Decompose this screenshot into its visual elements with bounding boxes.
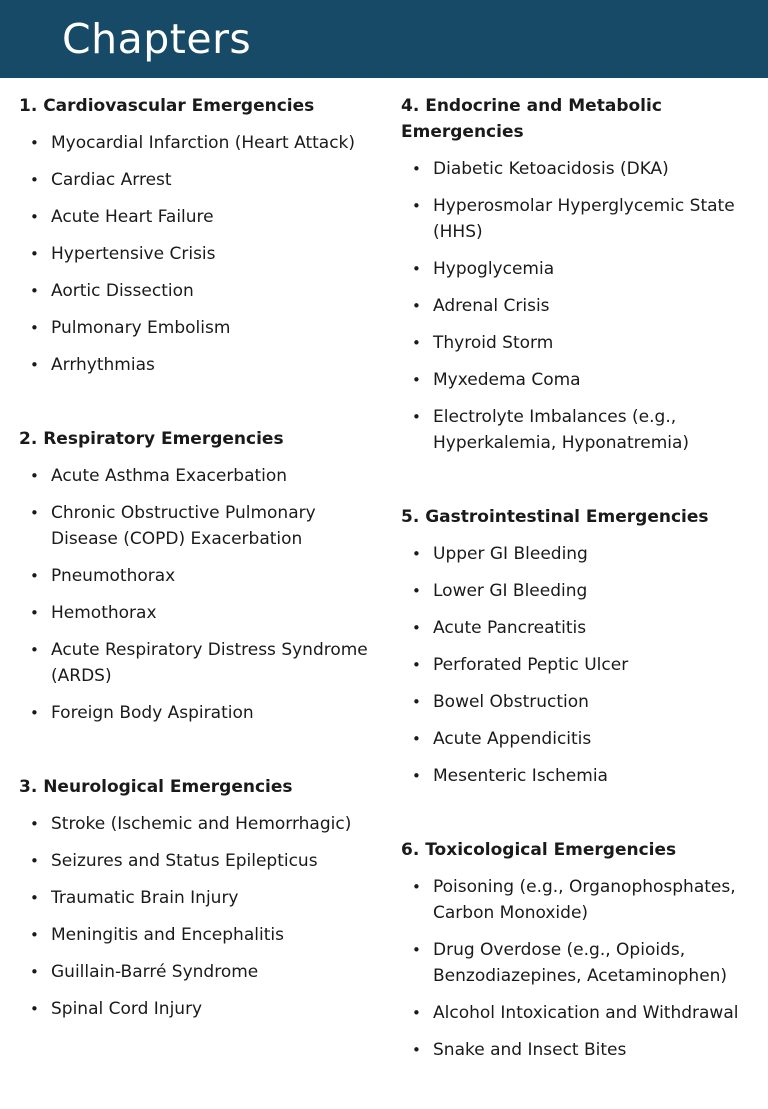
header-banner [0,0,768,78]
list-item: • Snake and Insect Bites [401,1037,761,1063]
chapter-heading: 4. Endocrine and Metabolic Emergencies [401,96,662,142]
list-item: • Drug Overdose (e.g., Opioids, Benzodiazepines, Acetaminophen) [401,937,761,989]
chapter-heading: 2. Respiratory Emergencies [19,429,284,449]
list-item: • Spinal Cord Injury [19,996,379,1022]
list-item: • Poisoning (e.g., Organophosphates, Carbon Monoxide) [401,874,761,926]
chapter-4 [401,93,761,456]
list-item: • Pneumothorax [19,563,379,589]
topic-list [401,541,761,789]
chapter-5 [401,504,761,789]
list-item: • Acute Asthma Exacerbation [19,463,379,489]
chapter-heading: 6. Toxicological Emergencies [401,840,677,860]
list-item: • Foreign Body Aspiration [19,700,379,726]
list-item: • Alcohol Intoxication and Withdrawal [401,1000,761,1026]
list-item: • Adrenal Crisis [401,293,761,319]
topic-list [401,874,761,1063]
list-item: • Lower GI Bleeding [401,578,761,604]
page-title: Chapters [62,15,252,63]
list-item: • Thyroid Storm [401,330,761,356]
list-item: • Acute Appendicitis [401,726,761,752]
list-item: • Electrolyte Imbalances (e.g., Hyperkalemia, Hyponatremia) [401,404,761,456]
list-item: • Diabetic Ketoacidosis (DKA) [401,156,761,182]
chapter-3 [19,774,379,1022]
list-item: • Acute Pancreatitis [401,615,761,641]
chapter-1 [19,93,379,378]
chapter-6 [401,837,761,1063]
list-item: • Seizures and Status Epilepticus [19,848,379,874]
chapter-heading: 1. Cardiovascular Emergencies [19,96,315,116]
chapter-heading: 3. Neurological Emergencies [19,777,293,797]
topic-list [19,130,379,378]
chapter-2 [19,426,379,726]
list-item: • Hemothorax [19,600,379,626]
list-item: • Acute Respiratory Distress Syndrome (ARDS) [19,637,379,689]
list-item: • Stroke (Ischemic and Hemorrhagic) [19,811,379,837]
list-item: • Acute Heart Failure [19,204,379,230]
topic-list [19,811,379,1022]
list-item: • Cardiac Arrest [19,167,379,193]
list-item: • Traumatic Brain Injury [19,885,379,911]
right-column [401,93,761,1063]
list-item: • Chronic Obstructive Pulmonary Disease (COPD) Exacerbation [19,500,379,552]
left-column [19,93,379,1022]
list-item: • Arrhythmias [19,352,379,378]
list-item: • Hypertensive Crisis [19,241,379,267]
topic-list [401,156,761,456]
list-item: • Upper GI Bleeding [401,541,761,567]
chapter-heading: 5. Gastrointestinal Emergencies [401,507,709,527]
list-item: • Mesenteric Ischemia [401,763,761,789]
list-item: • Guillain-Barré Syndrome [19,959,379,985]
list-item: • Pulmonary Embolism [19,315,379,341]
list-item: • Bowel Obstruction [401,689,761,715]
list-item: • Hyperosmolar Hyperglycemic State (HHS) [401,193,761,245]
topic-list [19,463,379,726]
list-item: • Myocardial Infarction (Heart Attack) [19,130,379,156]
list-item: • Aortic Dissection [19,278,379,304]
list-item: • Myxedema Coma [401,367,761,393]
list-item: • Hypoglycemia [401,256,761,282]
list-item: • Perforated Peptic Ulcer [401,652,761,678]
list-item: • Meningitis and Encephalitis [19,922,379,948]
